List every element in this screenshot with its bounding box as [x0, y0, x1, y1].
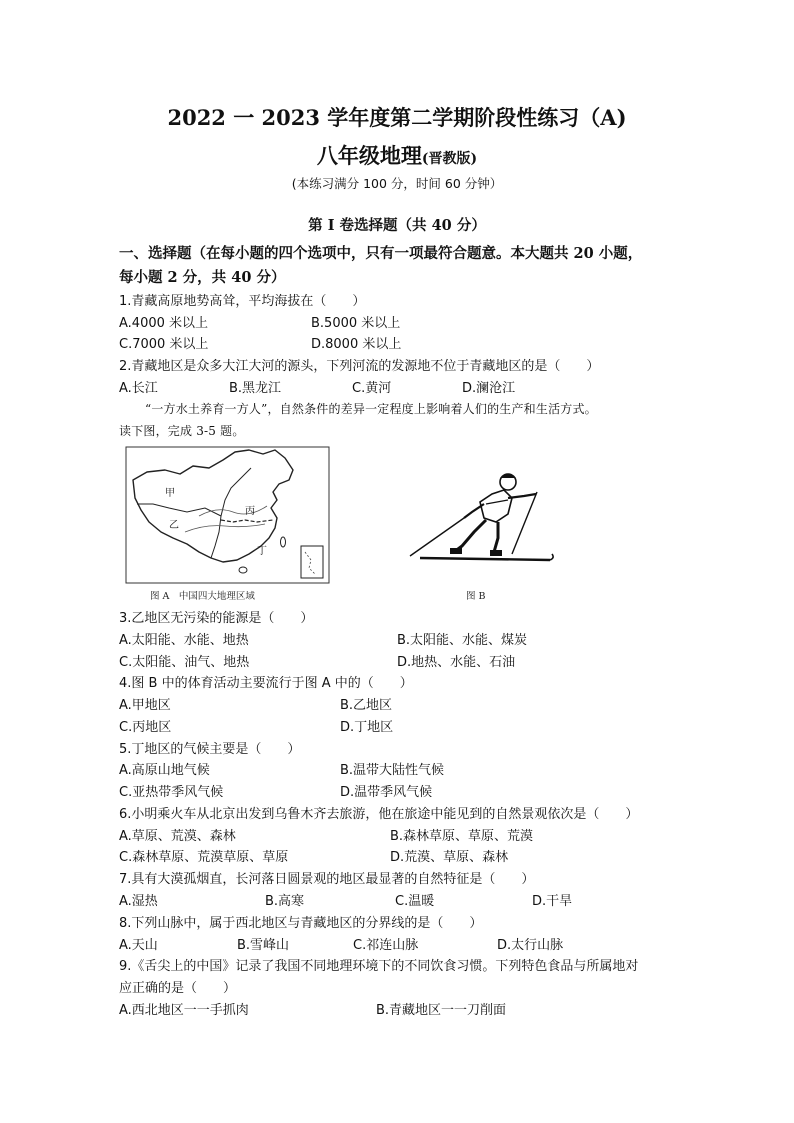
q6-option-d: D.荒漠、草原、森林 [390, 850, 509, 865]
q2-option-d: D.澜沧江 [462, 381, 516, 396]
subject-title: 八年级地理 [316, 143, 422, 168]
q2-option-c: C.黄河 [352, 381, 392, 396]
q5-option-a: A.高原山地气候 [119, 763, 210, 778]
q9-option-b: B.青藏地区一一刀削面 [376, 1003, 507, 1018]
passage-line2: 读下图，完成 3-5 题。 [119, 424, 245, 438]
skier-illustration [400, 468, 555, 568]
q5-option-d: D.温带季风气候 [340, 785, 433, 800]
q5-option-b: B.温带大陆性气候 [340, 763, 445, 778]
q6-option-b: B.森林草原、草原、荒漠 [390, 829, 534, 844]
q7-option-b: B.高寒 [265, 894, 305, 909]
q9-option-a: A.西北地区一一手抓肉 [119, 1003, 249, 1018]
q4-option-a: A.甲地区 [119, 698, 171, 713]
region-label-yi: 乙 [169, 520, 179, 531]
q4-stem: 4.图 B 中的体育活动主要流行于图 A 中的（ ） [119, 676, 413, 691]
q3-stem: 3.乙地区无污染的能源是（ ） [119, 611, 314, 626]
q5-option-c: C.亚热带季风气候 [119, 785, 224, 800]
q5-stem: 5.丁地区的气候主要是（ ） [119, 742, 301, 757]
q9-stem-line2: 应正确的是（ ） [119, 981, 237, 996]
q9-stem-line1: 9.《舌尖上的中国》记录了我国不同地理环境下的不同饮食习惯。下列特色食品与所属地对 [119, 959, 639, 974]
q7-stem: 7.具有大漠孤烟直，长河落日圆景观的地区最显著的自然特征是（ ） [119, 872, 535, 887]
score-time-note: (本练习满分 100 分，时间 60 分钟） [291, 176, 503, 191]
figure-b-skier [400, 468, 555, 568]
q4-option-d: D.丁地区 [340, 720, 394, 735]
q3-option-c: C.太阳能、油气、地热 [119, 655, 250, 670]
q2-stem: 2.青藏地区是众多大江大河的源头，下列河流的发源地不位于青藏地区的是（ ） [119, 359, 600, 374]
q8-option-a: A.天山 [119, 938, 158, 953]
q2-option-a: A.长江 [119, 381, 158, 396]
q8-option-c: C.祁连山脉 [353, 938, 419, 953]
section-instruction-line2: 每小题 2 分，共 40 分） [119, 269, 286, 286]
q4-option-b: B.乙地区 [340, 698, 393, 713]
q7-option-d: D.干旱 [532, 894, 573, 909]
q7-option-c: C.温暖 [395, 894, 435, 909]
china-regions-map-graphic [125, 446, 330, 586]
q7-option-a: A.湿热 [119, 894, 158, 909]
q3-option-d: D.地热、水能、石油 [397, 655, 516, 670]
q1-option-d: D.8000 米以上 [311, 337, 402, 352]
q1-option-a: A.4000 米以上 [119, 316, 209, 331]
q8-stem: 8.下列山脉中，属于西北地区与青藏地区的分界线的是（ ） [119, 916, 483, 931]
q6-stem: 6.小明乘火车从北京出发到乌鲁木齐去旅游，他在旅途中能见到的自然景观依次是（ ） [119, 807, 639, 822]
q1-stem: 1.青藏高原地势高耸，平均海拔在（ ） [119, 294, 366, 309]
q6-option-c: C.森林草原、荒漠草原、草原 [119, 850, 289, 865]
edition-label: (晋教版) [421, 151, 478, 167]
figure-a-caption: 图 A 中国四大地理区域 [150, 591, 255, 602]
q1-option-c: C.7000 米以上 [119, 337, 209, 352]
q3-option-b: B.太阳能、水能、煤炭 [397, 633, 528, 648]
q2-option-b: B.黑龙江 [229, 381, 282, 396]
figure-b-caption: 图 B [466, 591, 486, 602]
section-instruction-line1: 一、选择题（在每小题的四个选项中，只有一项最符合题意。本大题共 20 小题， [119, 245, 643, 262]
q6-option-a: A.草原、荒漠、森林 [119, 829, 236, 844]
part-one-heading: 第 I 卷选择题（共 40 分） [308, 217, 486, 234]
region-label-jia: 甲 [165, 488, 175, 499]
q1-option-b: B.5000 米以上 [311, 316, 401, 331]
figure-a-map [125, 446, 330, 586]
q8-option-d: D.太行山脉 [497, 938, 564, 953]
region-label-ding: 丁 [257, 546, 267, 557]
region-label-bing: 丙 [245, 506, 255, 517]
subject-line [0, 140, 794, 170]
q3-option-a: A.太阳能、水能、地热 [119, 633, 249, 648]
passage-line1: “一方水土养育一方人”，自然条件的差异一定程度上影响着人们的生产和生活方式。 [145, 402, 597, 416]
q8-option-b: B.雪峰山 [237, 938, 290, 953]
q4-option-c: C.丙地区 [119, 720, 172, 735]
exam-title: 2022 一 2023 学年度第二学期阶段性练习（A) [167, 105, 627, 130]
